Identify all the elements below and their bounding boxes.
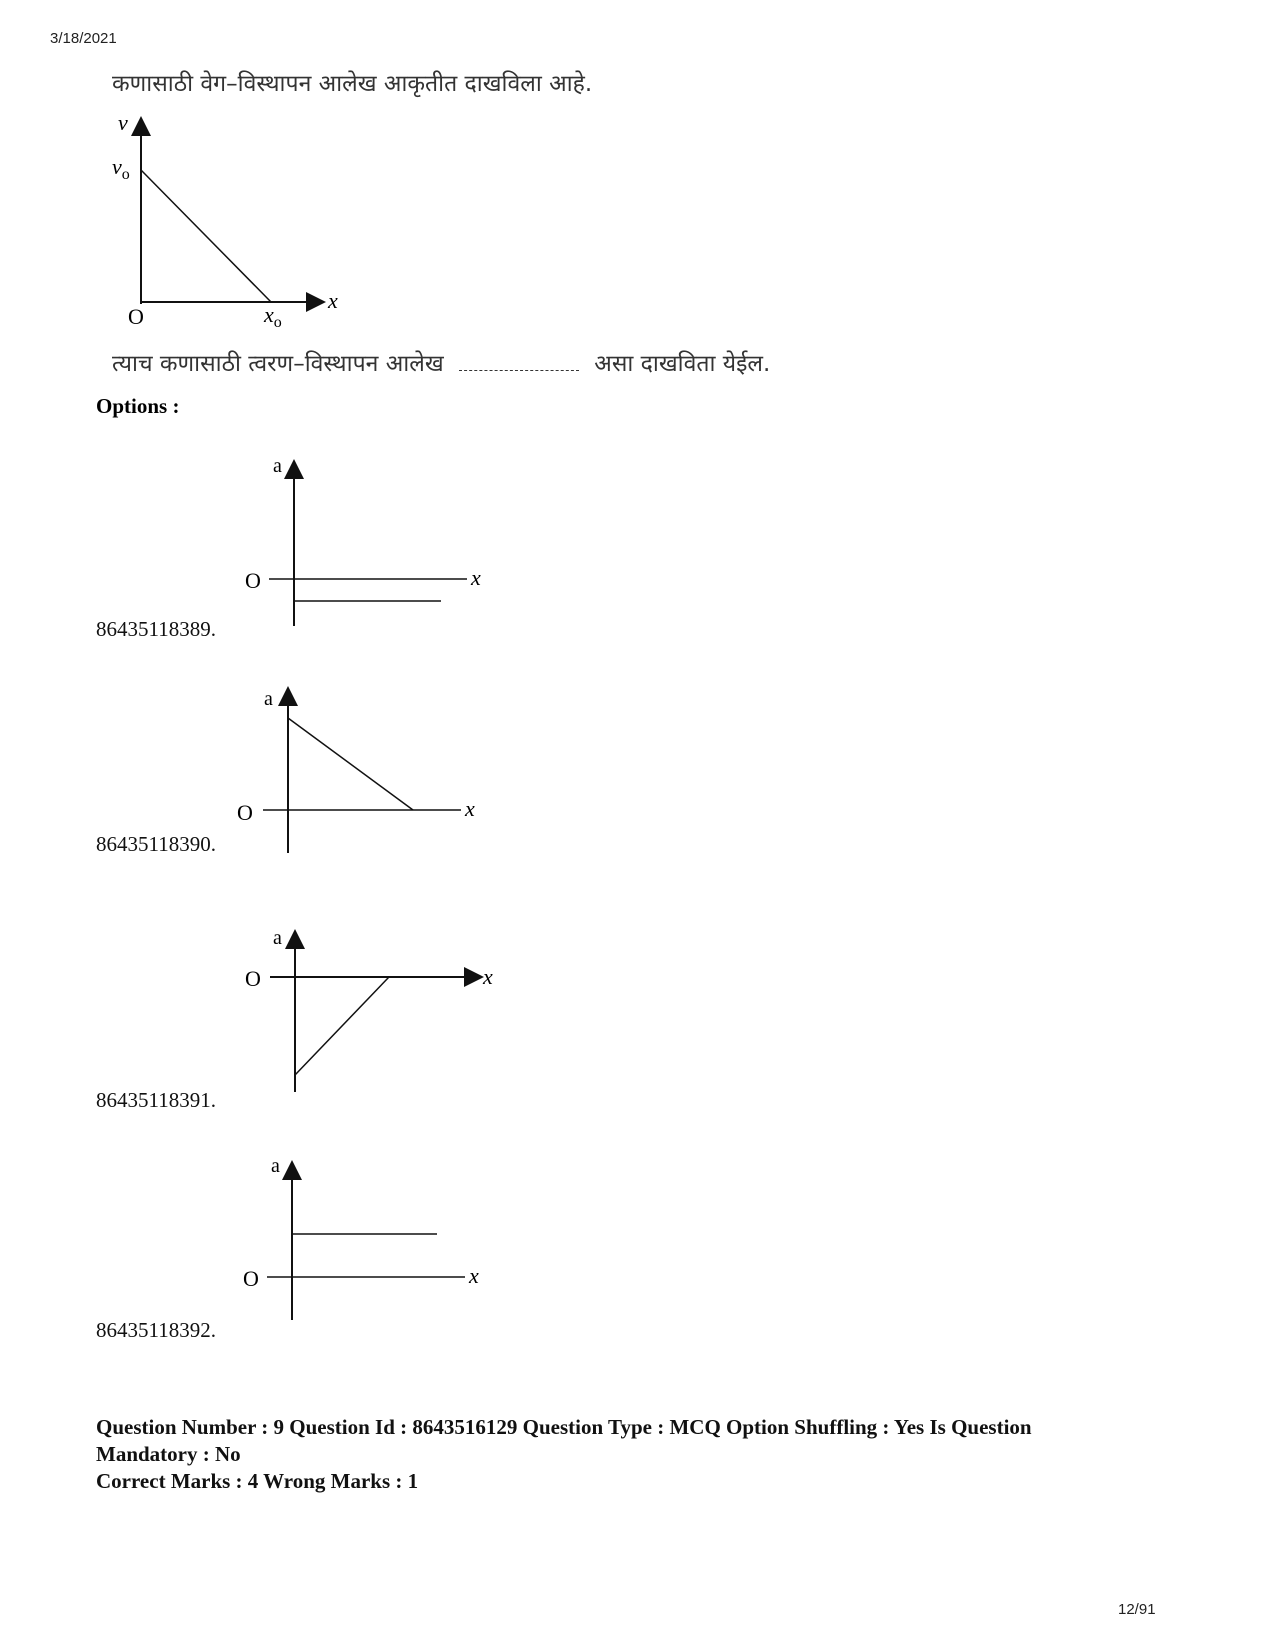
x-axis-label: x bbox=[465, 796, 475, 821]
acceleration-line bbox=[288, 718, 413, 810]
question-meta-line2: Mandatory : No bbox=[96, 1442, 241, 1466]
y-axis-label: a bbox=[271, 1155, 280, 1177]
option-graph-3 bbox=[235, 920, 510, 1100]
option-graph-1 bbox=[235, 450, 495, 630]
blank bbox=[459, 370, 579, 371]
question-stem-line2: त्याच कणासाठी त्वरण–विस्थापन आलेख असा दाखविता येईल. bbox=[112, 351, 771, 377]
origin-label: O bbox=[128, 304, 144, 329]
option-graph-4 bbox=[235, 1150, 495, 1325]
origin-label: O bbox=[245, 568, 261, 593]
y-axis-label: v bbox=[118, 110, 128, 135]
print-date: 3/18/2021 bbox=[50, 30, 117, 47]
origin-label: O bbox=[237, 800, 253, 825]
option-id-2: 86435118390. bbox=[96, 832, 216, 856]
option-id-1: 86435118389. bbox=[96, 617, 216, 641]
x-axis-label: x bbox=[328, 288, 338, 313]
x-axis-label: x bbox=[469, 1263, 479, 1288]
page-number: 12/91 bbox=[1118, 1601, 1156, 1618]
question-meta-line1: Question Number : 9 Question Id : 8643516129 Question Type : MCQ Option Shuffling : Yes Is Question bbox=[96, 1415, 1032, 1439]
question-stem-line1: कणासाठी वेग–विस्थापन आलेख आकृतीत दाखविला आहे. bbox=[112, 71, 593, 97]
question-meta bbox=[96, 1414, 1176, 1495]
acceleration-line bbox=[295, 977, 389, 1075]
origin-label: O bbox=[243, 1266, 259, 1291]
y-axis-label: a bbox=[273, 927, 282, 949]
option-graph-2 bbox=[235, 685, 495, 860]
options-heading: Options : bbox=[96, 394, 180, 418]
origin-label: O bbox=[245, 966, 261, 991]
v0-label: $v_o$ bbox=[112, 154, 130, 183]
question-marks: Correct Marks : 4 Wrong Marks : 1 bbox=[96, 1469, 419, 1493]
velocity-line bbox=[141, 170, 271, 302]
x-axis-label: x bbox=[483, 964, 493, 989]
option-id-4: 86435118392. bbox=[96, 1318, 216, 1342]
y-axis-label: a bbox=[264, 688, 273, 710]
option-id-3: 86435118391. bbox=[96, 1088, 216, 1112]
y-axis-label: a bbox=[273, 455, 282, 477]
x0-label: $x_o$ bbox=[264, 302, 282, 331]
x-axis-label: x bbox=[471, 565, 481, 590]
velocity-displacement-graph bbox=[100, 110, 360, 335]
